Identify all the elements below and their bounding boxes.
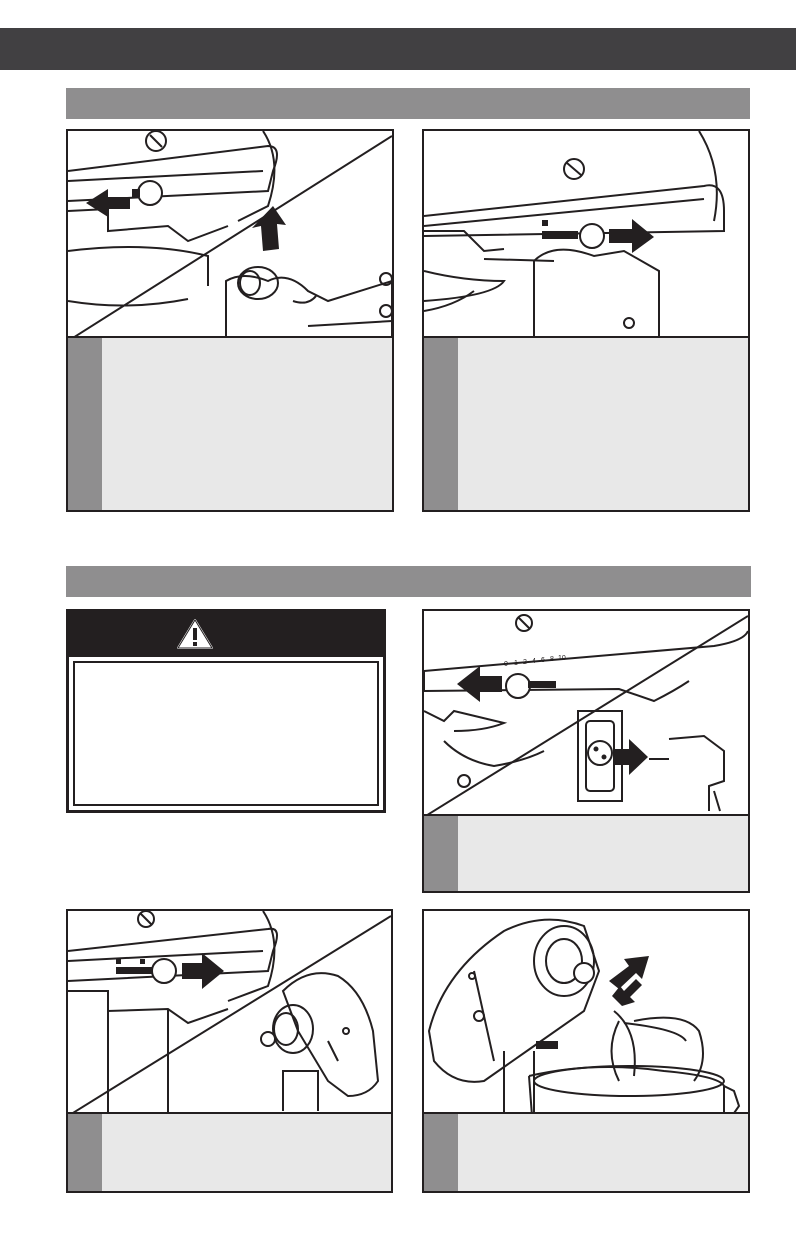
- step-panel-3: [422, 609, 750, 893]
- step-panel-4: [66, 909, 393, 1193]
- step-number: [424, 1114, 458, 1191]
- caption-box: [68, 336, 392, 510]
- caption-box: [68, 1112, 391, 1191]
- warning-box: [66, 609, 386, 813]
- tilt-head-lift-illustration: [68, 131, 392, 341]
- speed-label: 4: [532, 658, 536, 665]
- speed-label: 6: [541, 657, 545, 664]
- section-bar-1: [66, 88, 750, 119]
- caption-box: [424, 1112, 748, 1191]
- step-number: [68, 338, 102, 510]
- step-panel-1: [66, 129, 394, 512]
- speed-label: 2: [523, 659, 527, 666]
- speed-off-unplug-illustration: [424, 611, 748, 817]
- speed-label: 0: [504, 661, 508, 668]
- speed-scale: [504, 655, 566, 668]
- step-number: [424, 338, 458, 510]
- warning-header: [69, 612, 383, 657]
- step-panel-2: [422, 129, 750, 512]
- speed-label: 10: [558, 655, 566, 662]
- step-number: [424, 816, 458, 891]
- lock-lever-tilted-head-illustration: [68, 911, 391, 1116]
- speed-label: 1: [514, 660, 518, 667]
- warning-triangle-icon: [175, 617, 215, 651]
- speed-label: 8: [550, 656, 554, 663]
- header-band: [0, 28, 796, 70]
- caption-box: [424, 336, 748, 510]
- step-number: [68, 1114, 102, 1191]
- attach-beater-illustration: [424, 911, 748, 1116]
- lock-lever-illustration: [424, 131, 748, 341]
- warning-body: [73, 661, 379, 806]
- caption-box: [424, 814, 748, 891]
- step-panel-5: [422, 909, 750, 1193]
- section-bar-2: [66, 566, 751, 597]
